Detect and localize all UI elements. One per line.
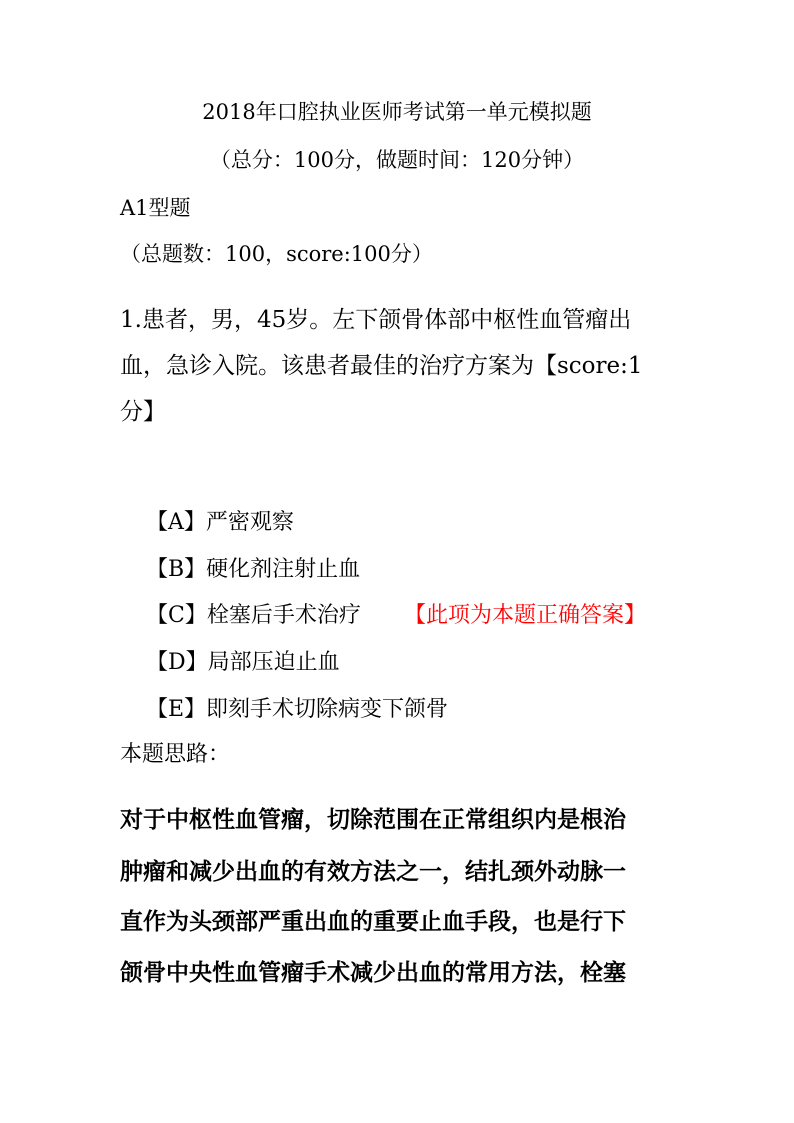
question-text-line-1: 1.患者，男，45岁。左下颌骨体部中枢性血管瘤出 bbox=[120, 307, 632, 333]
analysis-line-4: 颌骨中央性血管瘤手术减少出血的常用方法，栓塞 bbox=[120, 959, 626, 986]
analysis-line-2: 肿瘤和减少出血的有效方法之一，结扎颈外动脉一 bbox=[120, 858, 626, 885]
analysis-line-1: 对于中枢性血管瘤，切除范围在正常组织内是根治 bbox=[120, 806, 626, 833]
option-a: 【A】严密观察 bbox=[146, 510, 294, 535]
correct-answer-marker: 【此项为本题正确答案】 bbox=[404, 603, 647, 628]
document-subtitle: （总分：100分，做题时间：120分钟） bbox=[209, 148, 585, 172]
option-d: 【D】局部压迫止血 bbox=[146, 650, 340, 675]
section-type: A1型题 bbox=[120, 196, 191, 220]
option-c: 【C】栓塞后手术治疗 bbox=[146, 603, 361, 628]
section-summary: （总题数：100，score:100分） bbox=[120, 242, 433, 266]
question-text-line-2: 血，急诊入院。该患者最佳的治疗方案为【score:1 bbox=[120, 353, 643, 379]
document-title: 2018年口腔执业医师考试第一单元模拟题 bbox=[202, 100, 592, 124]
option-e: 【E】即刻手术切除病变下颌骨 bbox=[146, 697, 449, 722]
option-b: 【B】硬化剂注射止血 bbox=[146, 557, 361, 582]
question-text-line-3: 分】 bbox=[120, 399, 166, 425]
analysis-line-3: 直作为头颈部严重出血的重要止血手段，也是行下 bbox=[120, 908, 626, 935]
analysis-heading: 本题思路： bbox=[120, 742, 231, 767]
